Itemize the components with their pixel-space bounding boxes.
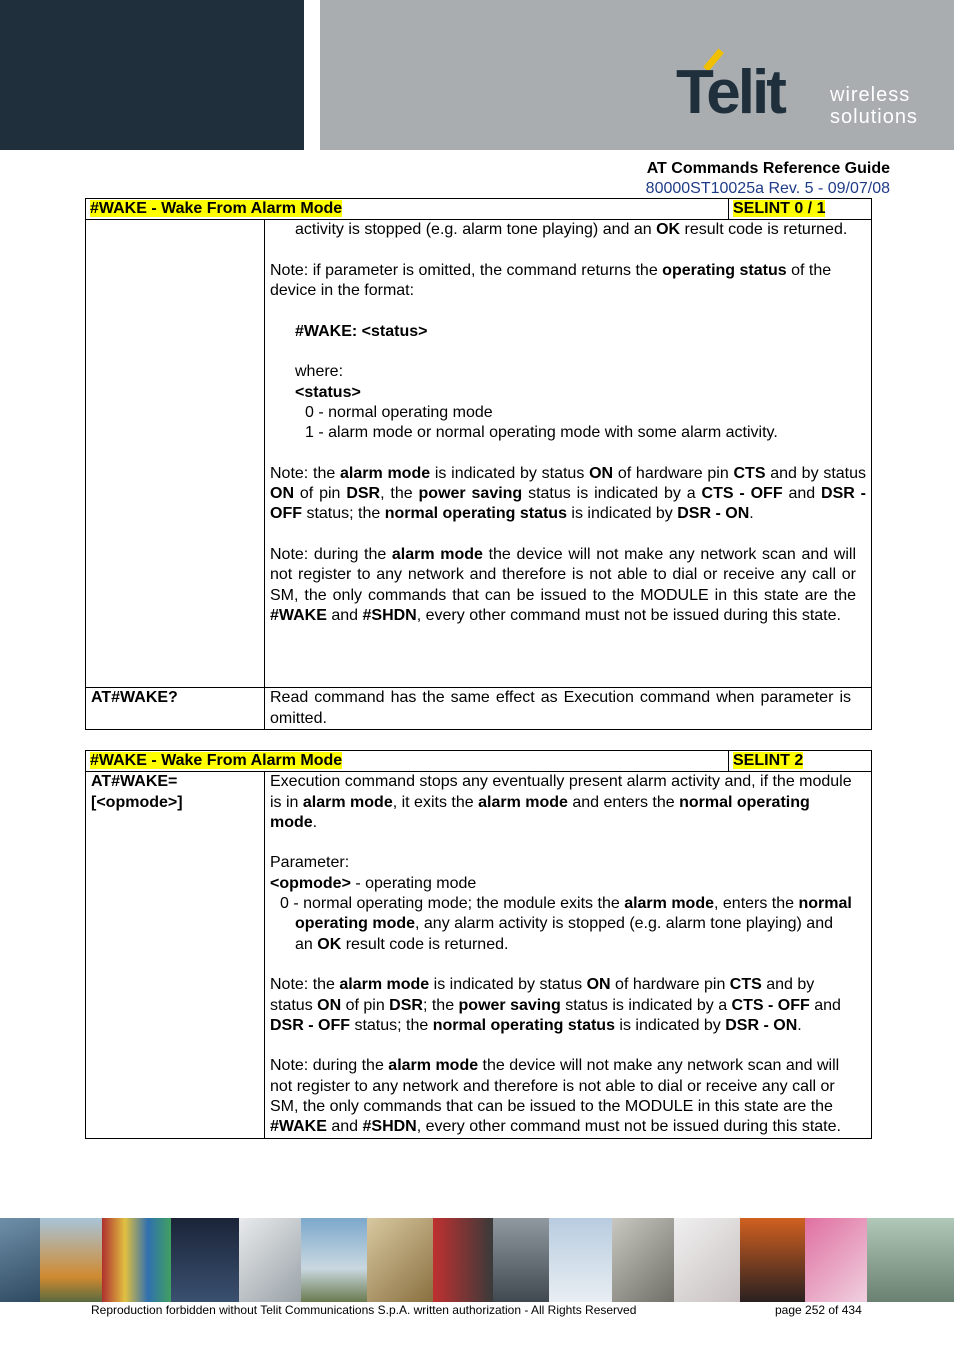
footer-photo — [102, 1218, 172, 1302]
note-omitted-param: Note: if parameter is omitted, the command returns the operating status of the device in the format: — [270, 261, 832, 300]
opmode-param: <opmode> - operating mode — [270, 874, 477, 892]
footer-photo — [433, 1218, 493, 1302]
footer-photo — [612, 1218, 674, 1302]
note-alarm-mode-restrictions: Note: during the alarm mode the device will not make any network scan and will not register to any network and therefore is not able to dial or receive any call or SM, the only commands that can be issued to the MODULE in this state are the #WAKE and #SHDN, every other command must not be issued during this state. — [270, 546, 857, 624]
note-alarm-mode-restrictions: Note: during the alarm mode the device will not make any network scan and will not register to any network and therefore is not able to dial or receive any call or SM, the only commands that can be issued to the MODULE in this state are the #WAKE and #SHDN, every other command must not be issued during this state. — [270, 1057, 841, 1136]
command-cell-execution: AT#WAKE= [<opmode>] — [86, 772, 265, 1138]
response-format: #WAKE: <status> — [295, 322, 428, 340]
document-revision: 80000ST10025a Rev. 5 - 09/07/08 — [645, 180, 890, 197]
footer-photo — [867, 1218, 954, 1302]
telit-logo — [676, 48, 936, 138]
parameter-label: Parameter: — [270, 854, 350, 872]
footer-photo — [740, 1218, 806, 1302]
description-cell — [265, 220, 872, 688]
footer-rights: Reproduction forbidden without Telit Communications S.p.A. written authorization - All Rights Reserved — [91, 1303, 637, 1317]
footer-photo — [301, 1218, 367, 1302]
footer-photo — [0, 1218, 40, 1302]
footer-photo — [805, 1218, 867, 1302]
mode-0-continuation: activity is stopped (e.g. alarm tone playing) and an OK result code is returned. — [295, 221, 848, 239]
document-title: AT Commands Reference Guide — [646, 160, 890, 177]
description-cell-execution — [265, 772, 872, 1138]
table-header-selint: SELINT 2 — [729, 751, 872, 772]
footer-photo — [171, 1218, 239, 1302]
status-value-1: 1 - alarm mode or normal operating mode with some alarm activity. — [305, 424, 778, 442]
status-value-0: 0 - normal operating mode — [305, 403, 493, 421]
footer-photo — [367, 1218, 433, 1302]
command-table-selint-2 — [85, 750, 872, 1139]
footer-photo — [493, 1218, 549, 1302]
footer-photo — [239, 1218, 301, 1302]
command-cell-empty — [86, 220, 265, 688]
table-header-title: #WAKE - Wake From Alarm Mode — [86, 751, 729, 772]
command-table-selint-0-1 — [85, 198, 872, 730]
logo-tagline: wireless solutions — [830, 84, 918, 128]
execution-description: Execution command stops any eventually present alarm activity and, if the module is in alarm mode, it exits the alarm mode and enters the normal operating mode. — [270, 773, 852, 831]
note-pin-status: Note: the alarm mode is indicated by status ON of hardware pin CTS and by status ON of pin DSR, the power saving status is indicated by a CTS - OFF and DSR - OFF status; the normal operating status is indicated by DSR - ON. — [270, 464, 867, 523]
command-cell-read: AT#WAKE? — [86, 688, 265, 730]
footer-page-number: page 252 of 434 — [775, 1303, 862, 1317]
status-param: <status> — [295, 383, 361, 401]
header-dark-panel — [0, 0, 304, 150]
table-header-selint: SELINT 0 / 1 — [729, 199, 872, 220]
footer-photo — [549, 1218, 611, 1302]
footer-photo — [674, 1218, 740, 1302]
opmode-value-0: 0 - normal operating mode; the module exits the alarm mode, enters the normal operating mode, any alarm activity is stopped (e.g. alarm tone playing) and an OK result code is returned. — [280, 895, 852, 953]
where-label: where: — [295, 363, 344, 381]
table-header-title: #WAKE - Wake From Alarm Mode — [86, 199, 729, 220]
note-pin-status: Note: the alarm mode is indicated by status ON of hardware pin CTS and by status ON of pin DSR; the power saving status is indicated by a CTS - OFF and DSR - OFF status; the normal operating status is indicated by DSR - ON. — [270, 976, 841, 1034]
logo-wordmark: Telit — [676, 58, 784, 127]
description-cell-read: Read command has the same effect as Execution command when parameter is omitted. — [265, 688, 872, 730]
footer-photo — [40, 1218, 102, 1302]
footer-photo-strip — [0, 1218, 954, 1302]
